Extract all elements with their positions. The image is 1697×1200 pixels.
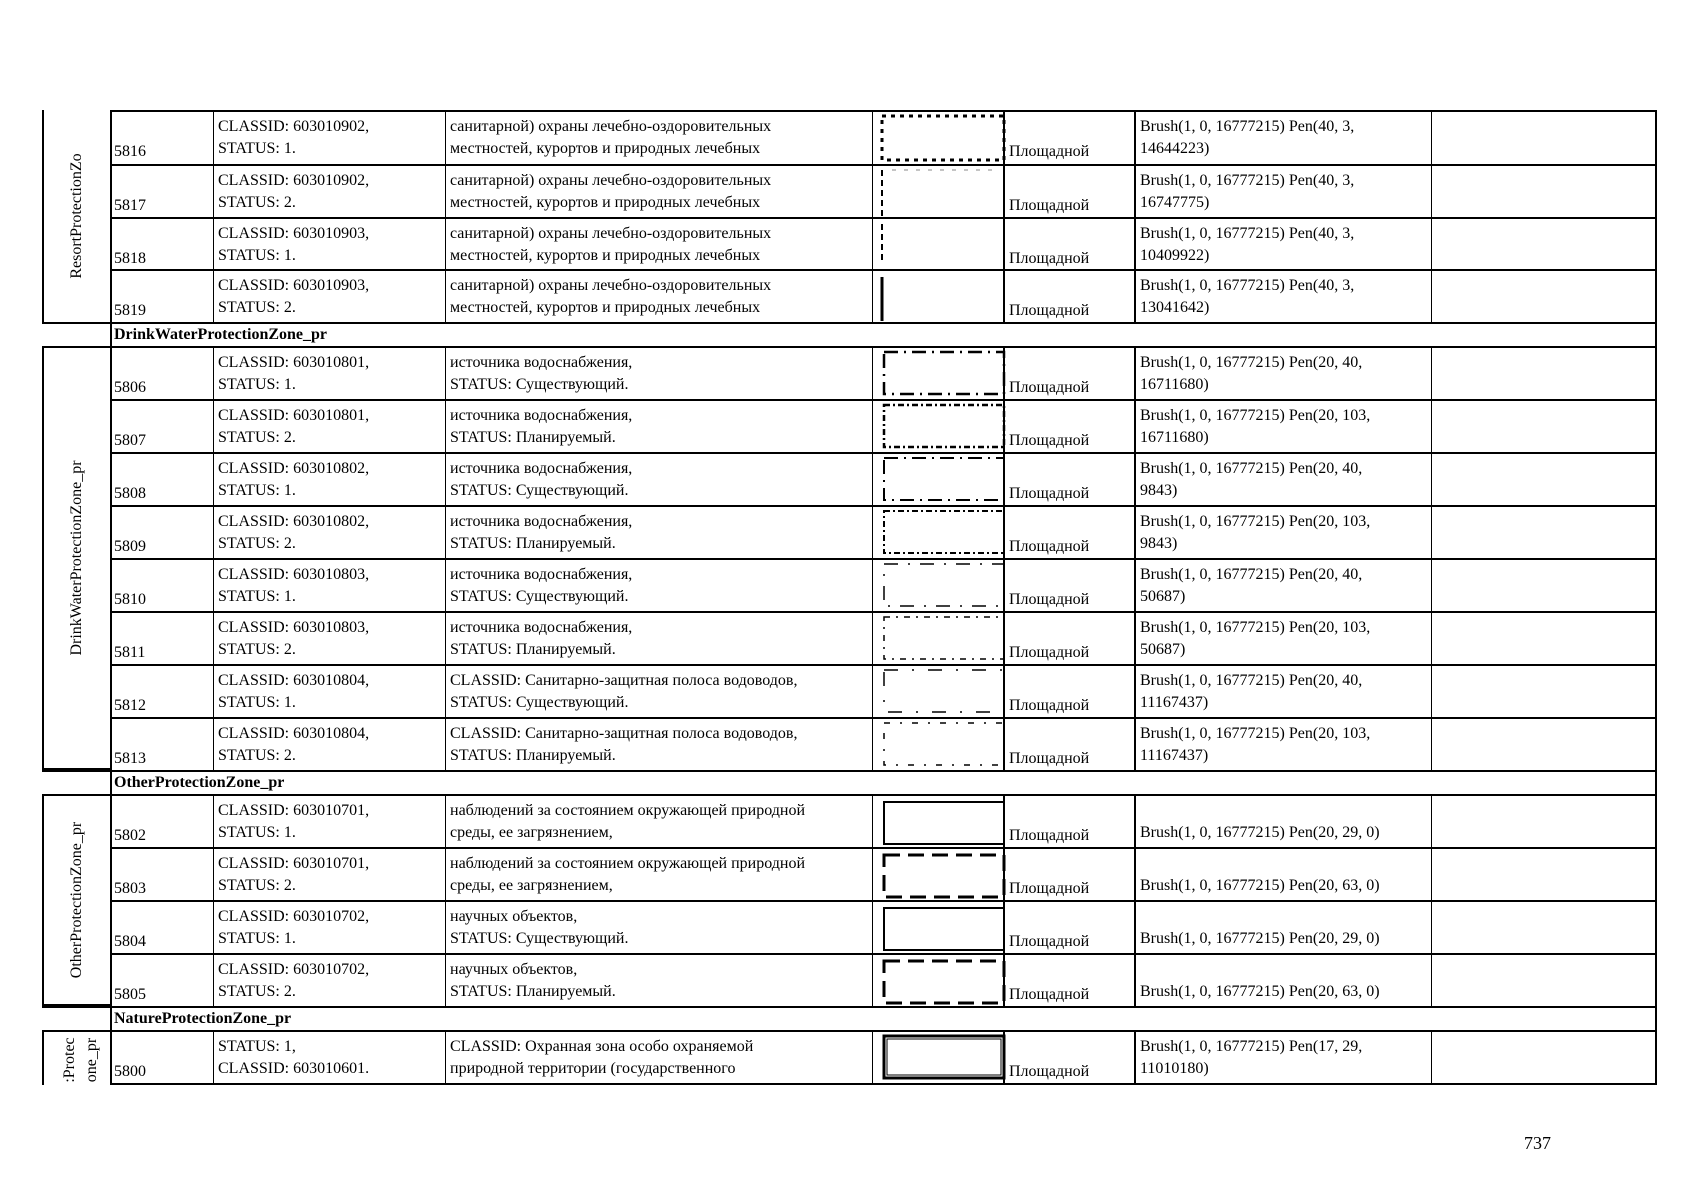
table-cell: Площадной xyxy=(1003,401,1135,454)
table-cell: STATUS: 1, CLASSID: 603010601. xyxy=(214,1032,446,1085)
table-cell: 5810 xyxy=(110,560,214,613)
side-label-text: DrinkWaterProtectionZone_pr xyxy=(68,460,85,656)
table-cell: 5804 xyxy=(110,902,214,955)
table-cell: Площадной xyxy=(1003,666,1135,719)
table-cell: санитарной) охраны лечебно-оздоровительных местностей, курортов и природных лечебных xyxy=(446,271,873,324)
table-cell: источника водоснабжения, STATUS: Существующий. xyxy=(446,348,873,401)
table-cell: CLASSID: 603010804, STATUS: 1. xyxy=(214,666,446,719)
table-cell: CLASSID: 603010903, STATUS: 1. xyxy=(214,219,446,272)
page-number: 737 xyxy=(1524,1133,1551,1153)
table-cell: источника водоснабжения, STATUS: Существующий. xyxy=(446,454,873,507)
table-cell: Площадной xyxy=(1003,166,1135,219)
table-cell: 5812 xyxy=(110,666,214,719)
table-cell: Brush(1, 0, 16777215) Pen(20, 103, 50687) xyxy=(1135,613,1432,666)
table-cell xyxy=(1432,219,1655,272)
table-row xyxy=(110,1032,1655,1085)
table-cell: Площадной xyxy=(1003,507,1135,560)
table-cell: санитарной) охраны лечебно-оздоровительных местностей, курортов и природных лечебных xyxy=(446,219,873,272)
table-row xyxy=(110,271,1655,324)
table-cell: 5802 xyxy=(110,796,214,849)
table-cell: Brush(1, 0, 16777215) Pen(40, 3, 14644223) xyxy=(1135,112,1432,165)
table-cell xyxy=(1432,955,1655,1008)
table-cell: Площадной xyxy=(1003,902,1135,955)
table-cell: 5809 xyxy=(110,507,214,560)
side-label-other xyxy=(42,794,112,1006)
table-cell: Brush(1, 0, 16777215) Pen(40, 3, 10409922) xyxy=(1135,219,1432,272)
table-row xyxy=(110,849,1655,902)
table-cell: 5805 xyxy=(110,955,214,1008)
section-header: NatureProtectionZone_pr xyxy=(114,1010,292,1027)
table-cell: санитарной) охраны лечебно-оздоровительных местностей, курортов и природных лечебных xyxy=(446,166,873,219)
side-label-text: OtherProtectionZone_pr xyxy=(68,821,85,979)
side-label-drinkwater xyxy=(42,346,112,770)
table-cell: CLASSID: 603010902, STATUS: 1. xyxy=(214,112,446,165)
table-cell: Площадной xyxy=(1003,955,1135,1008)
table-row xyxy=(110,112,1655,165)
table-cell: 5817 xyxy=(110,166,214,219)
side-label-text: one_pr xyxy=(83,1037,100,1082)
table-cell: 5808 xyxy=(110,454,214,507)
table-cell: научных объектов, STATUS: Планируемый. xyxy=(446,955,873,1008)
table-cell: Brush(1, 0, 16777215) Pen(20, 40, 9843) xyxy=(1135,454,1432,507)
table-cell: источника водоснабжения, STATUS: Планируемый. xyxy=(446,401,873,454)
table-cell: источника водоснабжения, STATUS: Планируемый. xyxy=(446,613,873,666)
table-cell: Brush(1, 0, 16777215) Pen(20, 103, 9843) xyxy=(1135,507,1432,560)
table-cell: Площадной xyxy=(1003,560,1135,613)
table-cell: CLASSID: 603010702, STATUS: 2. xyxy=(214,955,446,1008)
table-cell: Площадной xyxy=(1003,219,1135,272)
section-header: DrinkWaterProtectionZone_pr xyxy=(114,326,328,343)
table-cell xyxy=(1432,166,1655,219)
table-row xyxy=(110,219,1655,272)
table-cell xyxy=(1432,902,1655,955)
table-cell: CLASSID: 603010701, STATUS: 1. xyxy=(214,796,446,849)
table-cell: научных объектов, STATUS: Существующий. xyxy=(446,902,873,955)
table-row xyxy=(110,796,1655,849)
table-cell: наблюдений за состоянием окружающей природной среды, ее загрязнением, xyxy=(446,849,873,902)
table-cell: Brush(1, 0, 16777215) Pen(20, 103, 16711680) xyxy=(1135,401,1432,454)
table-cell xyxy=(1432,507,1655,560)
table-cell: 5818 xyxy=(110,219,214,272)
table-cell: 5819 xyxy=(110,271,214,324)
table-cell: наблюдений за состоянием окружающей природной среды, ее загрязнением, xyxy=(446,796,873,849)
table-cell xyxy=(1432,560,1655,613)
table-cell: CLASSID: Охранная зона особо охраняемой природной территории (государственного xyxy=(446,1032,873,1085)
table-cell xyxy=(1432,796,1655,849)
table-cell: Brush(1, 0, 16777215) Pen(17, 29, 11010180) xyxy=(1135,1032,1432,1085)
table-cell xyxy=(1432,401,1655,454)
table-cell: 5807 xyxy=(110,401,214,454)
table-cell: 5800 xyxy=(110,1032,214,1085)
table-row xyxy=(110,902,1655,955)
table-cell: Brush(1, 0, 16777215) Pen(20, 29, 0) xyxy=(1135,902,1432,955)
table-row xyxy=(110,401,1655,454)
table-cell: Площадной xyxy=(1003,348,1135,401)
table-row xyxy=(110,613,1655,666)
table-cell: 5806 xyxy=(110,348,214,401)
side-label-nature xyxy=(42,1030,112,1085)
table-cell: Площадной xyxy=(1003,849,1135,902)
table-cell: Площадной xyxy=(1003,271,1135,324)
table-cell xyxy=(1432,454,1655,507)
table-cell xyxy=(1432,1032,1655,1085)
table-cell xyxy=(1432,849,1655,902)
table-cell: Brush(1, 0, 16777215) Pen(40, 3, 16747775) xyxy=(1135,166,1432,219)
table-cell: CLASSID: 603010902, STATUS: 2. xyxy=(214,166,446,219)
table-cell: Brush(1, 0, 16777215) Pen(20, 40, 16711680) xyxy=(1135,348,1432,401)
table-cell xyxy=(1432,348,1655,401)
table-cell: источника водоснабжения, STATUS: Существующий. xyxy=(446,560,873,613)
table-row xyxy=(110,666,1655,719)
table-cell: 5816 xyxy=(110,112,214,165)
table-cell: CLASSID: 603010702, STATUS: 1. xyxy=(214,902,446,955)
table-cell: 5813 xyxy=(110,719,214,772)
table-cell: CLASSID: Санитарно-защитная полоса водоводов, STATUS: Планируемый. xyxy=(446,719,873,772)
table-cell: санитарной) охраны лечебно-оздоровительных местностей, курортов и природных лечебных xyxy=(446,112,873,165)
table-cell: Площадной xyxy=(1003,112,1135,165)
table-cell: Площадной xyxy=(1003,796,1135,849)
table-cell: CLASSID: 603010801, STATUS: 2. xyxy=(214,401,446,454)
table-cell: Площадной xyxy=(1003,1032,1135,1085)
table-cell: Brush(1, 0, 16777215) Pen(40, 3, 13041642) xyxy=(1135,271,1432,324)
table-cell: Площадной xyxy=(1003,613,1135,666)
table-row xyxy=(110,560,1655,613)
table-cell: CLASSID: Санитарно-защитная полоса водоводов, STATUS: Существующий. xyxy=(446,666,873,719)
section-header: OtherProtectionZone_pr xyxy=(114,774,285,791)
table-cell: Площадной xyxy=(1003,719,1135,772)
table-cell: Brush(1, 0, 16777215) Pen(20, 103, 11167437) xyxy=(1135,719,1432,772)
table-cell xyxy=(1432,719,1655,772)
table-row xyxy=(110,719,1655,772)
table-cell: источника водоснабжения, STATUS: Планируемый. xyxy=(446,507,873,560)
table-cell: CLASSID: 603010903, STATUS: 2. xyxy=(214,271,446,324)
side-label-text: :Protec xyxy=(61,1036,78,1083)
table-cell: 5803 xyxy=(110,849,214,902)
table-cell: CLASSID: 603010802, STATUS: 1. xyxy=(214,454,446,507)
table-cell: CLASSID: 603010801, STATUS: 1. xyxy=(214,348,446,401)
table-cell: Brush(1, 0, 16777215) Pen(20, 63, 0) xyxy=(1135,849,1432,902)
table-cell: Brush(1, 0, 16777215) Pen(20, 63, 0) xyxy=(1135,955,1432,1008)
table-cell xyxy=(1432,613,1655,666)
side-label-text: ResortProtectionZo xyxy=(68,153,85,279)
table-row xyxy=(110,348,1655,401)
table-cell: 5811 xyxy=(110,613,214,666)
table-cell: Площадной xyxy=(1003,454,1135,507)
table-cell: Brush(1, 0, 16777215) Pen(20, 40, 50687) xyxy=(1135,560,1432,613)
table-row xyxy=(110,454,1655,507)
table-row xyxy=(110,955,1655,1008)
table-cell: Brush(1, 0, 16777215) Pen(20, 40, 11167437) xyxy=(1135,666,1432,719)
table-row xyxy=(110,507,1655,560)
table-cell: CLASSID: 603010803, STATUS: 1. xyxy=(214,560,446,613)
table-cell: Brush(1, 0, 16777215) Pen(20, 29, 0) xyxy=(1135,796,1432,849)
table-cell xyxy=(1432,271,1655,324)
table-row xyxy=(110,166,1655,219)
table-cell: CLASSID: 603010701, STATUS: 2. xyxy=(214,849,446,902)
table-cell: CLASSID: 603010802, STATUS: 2. xyxy=(214,507,446,560)
table-cell: CLASSID: 603010804, STATUS: 2. xyxy=(214,719,446,772)
table-cell: CLASSID: 603010803, STATUS: 2. xyxy=(214,613,446,666)
table-cell xyxy=(1432,666,1655,719)
side-label-resort xyxy=(42,110,112,324)
table-cell xyxy=(1432,112,1655,165)
